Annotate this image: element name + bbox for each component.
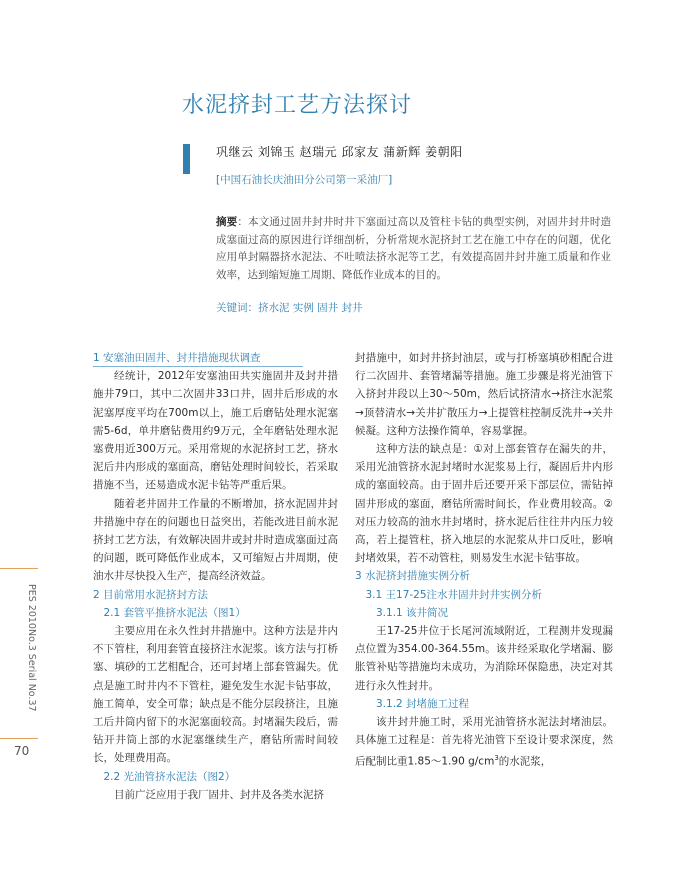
sidebar-divider-top: [0, 568, 38, 569]
paragraph: 王17-25井位于长尾河流域附近，工程测井发现漏点位置为354.00-364.55m。该井经采取化学堵漏、膨胀管补贴等措施均未成功，为消除环保隐患，决定对其进行永久性封井。: [355, 625, 613, 692]
article-title: 水泥挤封工艺方法探讨: [182, 93, 413, 118]
left-column: [93, 349, 338, 804]
abstract: [216, 214, 611, 284]
paragraph: 随着老井固井工作量的不断增加，挤水泥固井封井措施中存在的问题也日益突出，若能改进目前水泥挤封工艺方法，有效解决固井或封井时造成塞面过高的问题，既可降低作业成本，又可缩短占井周期，使油水井尽快投入生产，提高经济效益。: [93, 497, 338, 583]
paragraph-text: 该井封井施工时，采用光油管挤水泥法封堵油层。具体施工过程是：首先将光油管下至设计要求深度，然后配制比重1.85～1.90 g/cm: [355, 716, 613, 768]
subsection-heading-3-1: 3.1 王17-25注水井固井封井实例分析: [365, 588, 543, 601]
paragraph: [355, 713, 613, 771]
subsubsection-heading-3-1-1: 3.1.1 该井简况: [376, 606, 449, 619]
page-number: 70: [14, 744, 30, 758]
affiliation: [中国石油长庆油田分公司第一采油厂]: [216, 174, 393, 186]
abstract-label: 摘要: [216, 216, 238, 228]
sidebar-divider-bottom: [0, 738, 38, 739]
subsubsection-heading-3-1-2: 3.1.2 封堵施工过程: [376, 697, 470, 710]
heading-underline: [93, 366, 303, 367]
journal-info: PES 2010No.3 Serial No.37: [26, 584, 37, 712]
section-heading-2: 2 目前常用水泥挤封方法: [93, 588, 209, 601]
paragraph: 经统计，2012年安塞油田共实施固井及封井措施井79口，其中二次固井33口井，固井后形成的水泥塞厚度平均在700m以上，施工后磨钻处理水泥塞需5-6d，单井磨钻费用约9万元，全年磨钻处理水泥塞费用近300万元。采用常规的水泥挤封工艺，挤水泥后井内形成的塞面高，磨钻处理时间较长，若采取措施不当，还易造成水泥卡钻等严重后果。: [93, 370, 338, 492]
author-list: 巩继云 刘锦玉 赵瑞元 邱家友 蒲新辉 姜朝阳: [216, 145, 463, 159]
paragraph: 主要应用在永久性封井措施中。这种方法是井内不下管柱，利用套管直接挤注水泥浆。该方法与打桥塞、填砂的工艺相配合，还可封堵上部套管漏失。优点是施工时井内不下管柱，避免发生水泥卡钻事故，施工简单，安全可靠；缺点是不能分层段挤注，且施工后井筒内留下的水泥塞面较高。封堵漏失段后，需钻开井筒上部的水泥塞继续生产，磨钻所需时间较长，处理费用高。: [93, 625, 338, 765]
title-accent-bar: [183, 144, 190, 174]
subsection-heading-2-1: 2.1 套管平推挤水泥法（图1）: [103, 606, 246, 619]
section-heading-1: 1 安塞油田固井、封井措施现状调查: [93, 352, 261, 364]
paragraph: 封措施中，如封井挤封油层，或与打桥塞填砂相配合进行二次固井、套管堵漏等措施。施工步骤是将光油管下入挤封井段以上30～50m，然后试挤清水→挤注水泥浆→顶替清水→关井扩散压力→上提管柱控制反洗井→关井候凝。这种方法操作简单，容易掌握。: [355, 352, 613, 437]
paragraph: 这种方法的缺点是：①对上部套管存在漏失的井，采用光油管挤水泥封堵时水泥浆易上行，凝固后井内形成的塞面较高。由于固井后还要开采下部层位，需钻掉固井形成的塞面，磨钻所需时间长，作业费用较高。②对压力较高的油水井封堵时，挤水泥后往往井内压力较高，若上提管柱，挤入地层的水泥浆从井口反吐，影响封堵效果，若不动管柱，则易发生水泥卡钻事故。: [355, 443, 613, 565]
superscript: 3: [494, 754, 499, 763]
right-column: [355, 349, 613, 771]
keywords: 关键词：挤水泥 实例 固井 封井: [216, 302, 363, 314]
paragraph-tail: 的水泥浆，: [498, 755, 552, 768]
section-heading-3: 3 水泥挤封措施实例分析: [355, 570, 471, 583]
paragraph: 目前广泛应用于我厂固井、封井及各类水泥挤: [114, 788, 324, 801]
abstract-text: ：本文通过固井封井时井下塞面过高以及管柱卡钻的典型实例，对固井封井时造成塞面过高的原因进行详细剖析，分析常规水泥挤封工艺在施工中存在的问题，优化应用单封隔器挤水泥法、不吐喷法挤水泥等工艺，有效提高固井封井施工质量和作业效率，达到缩短施工周期、降低作业成本的目的。: [216, 216, 612, 281]
subsection-heading-2-2: 2.2 光油管挤水泥法（图2）: [103, 770, 236, 783]
